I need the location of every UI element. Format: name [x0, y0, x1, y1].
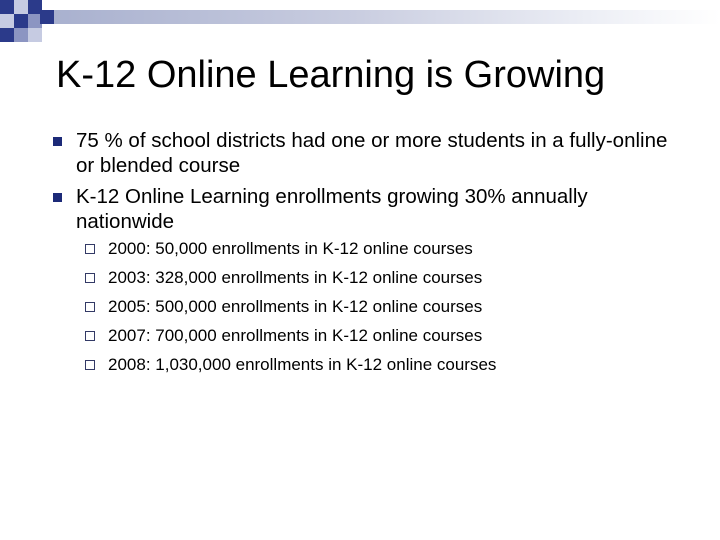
slide-title: K-12 Online Learning is Growing	[56, 54, 606, 96]
deco-square	[0, 0, 14, 14]
sub-bullet-list	[0, 238, 720, 383]
bullet-item	[0, 184, 720, 234]
sub-bullet-text: 2003: 328,000 enrollments in K-12 online courses	[108, 268, 483, 287]
header-gradient-bar	[54, 10, 720, 24]
deco-square	[0, 14, 14, 28]
sub-bullet-item	[0, 296, 720, 318]
bullet-text: K-12 Online Learning enrollments growing 30% annually nationwide	[76, 185, 588, 233]
bullet-item	[0, 128, 720, 178]
hollow-square-bullet-icon	[85, 302, 95, 312]
deco-square	[14, 28, 28, 42]
sub-bullet-text: 2007: 700,000 enrollments in K-12 online courses	[108, 326, 483, 345]
sub-bullet-item	[0, 267, 720, 289]
filled-square-bullet-icon	[53, 193, 62, 202]
filled-square-bullet-icon	[53, 137, 62, 146]
hollow-square-bullet-icon	[85, 273, 95, 283]
sub-bullet-text: 2005: 500,000 enrollments in K-12 online courses	[108, 297, 483, 316]
deco-square	[14, 0, 28, 14]
sub-bullet-item	[0, 354, 720, 376]
hollow-square-bullet-icon	[85, 331, 95, 341]
sub-bullet-item	[0, 238, 720, 260]
deco-square	[14, 14, 28, 28]
header-decoration	[0, 0, 720, 40]
hollow-square-bullet-icon	[85, 244, 95, 254]
deco-square	[40, 10, 54, 24]
sub-bullet-text: 2000: 50,000 enrollments in K-12 online courses	[108, 239, 473, 258]
bullet-list	[0, 128, 720, 240]
bullet-text: 75 % of school districts had one or more students in a fully-online or blended course	[76, 129, 668, 177]
hollow-square-bullet-icon	[85, 360, 95, 370]
deco-square	[0, 28, 14, 42]
deco-square	[28, 28, 42, 42]
sub-bullet-item	[0, 325, 720, 347]
sub-bullet-text: 2008: 1,030,000 enrollments in K-12 online courses	[108, 355, 497, 374]
